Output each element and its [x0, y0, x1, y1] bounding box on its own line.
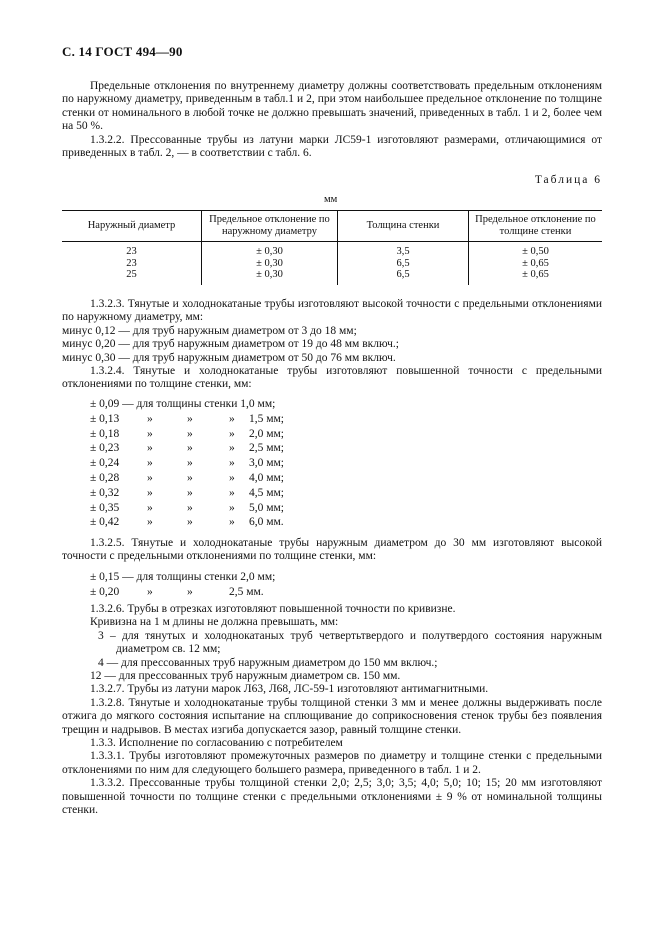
table-cell: 6,5 — [338, 258, 469, 270]
paragraph: 1.3.2.3. Тянутые и холоднокатаные трубы изготовляют высокой точности с предельными отклонениями по наружному диаметру, мм: — [62, 298, 602, 324]
paragraph: 1.3.2.5. Тянутые и холоднокатаные трубы наружным диаметром до 30 мм изготовляют высокой точности с предельными отклонениями по толщине стенки, мм: — [62, 537, 602, 563]
list-item: ± 0,20 » » 2,5 мм. — [90, 585, 264, 598]
paragraph: 1.3.3.1. Трубы изготовляют промежуточных размеров по диаметру и толщине стенки с предельными отклонениями по ним для следующего большего размера, приведенного в табл. 1 и 2. — [62, 750, 602, 776]
table-cell: 23 — [126, 257, 137, 269]
list-item: минус 0,30 — для труб наружным диаметром от 50 до 76 мм включ. — [62, 351, 396, 364]
table-cell: ± 0,65 — [469, 269, 603, 285]
paragraph: 1.3.2.7. Трубы из латуни марок Л63, Л68, ЛС-59-1 изготовляют антимагнитными. — [90, 683, 489, 696]
thickness-list — [90, 397, 284, 530]
list-item: ± 0,42 » » » 6,0 мм. — [90, 516, 284, 529]
table-header: Наружный диаметр — [62, 211, 202, 242]
paragraph: 1.3.2.6. Трубы в отрезках изготовляют повышенной точности по кривизне. — [90, 603, 456, 615]
paragraph: Предельные отклонения по внутреннему диаметру должны соответствовать предельным отклонениям по наружному диаметру, приведенным в табл.1 и 2, при этом наибольшее предельное отклонение по толщине стенки от номинального в любой точке не должно превышать значений, приведенных в табл. 1 и 2, более чем на 50 %. — [62, 80, 602, 133]
page-header: С. 14 ГОСТ 494—90 — [62, 44, 183, 59]
paragraph: Кривизна на 1 м длины не должна превышать, мм: — [90, 616, 339, 629]
table-cell: ± 0,30 — [202, 269, 338, 285]
table-cell: 25 — [126, 269, 137, 280]
list-item: 4 — для прессованных труб наружным диаметром до 150 мм включ.; — [98, 656, 438, 669]
list-item: ± 0,24 » » » 3,0 мм; — [90, 457, 284, 470]
table-header: Предельное отклонение по наружному диаметру — [202, 211, 338, 242]
table-cell: ± 0,65 — [469, 258, 603, 270]
paragraph: 1.3.3. Исполнение по согласованию с потребителем — [90, 737, 343, 750]
table-header: Предельное отклонение по толщине стенки — [469, 211, 603, 242]
paragraph: 1.3.2.4. Тянутые и холоднокатаные трубы изготовляют повышенной точности с предельными отклонениями по толщине стенки, мм: — [62, 365, 602, 391]
paragraph: 1.3.2.2. Прессованные трубы из латуни марки ЛС59-1 изготовляют размерами, отличающимися от приведенных в табл. 2, — в соответствии с табл. 6. — [62, 133, 602, 160]
table-units: мм — [324, 194, 338, 205]
paragraph: 1.3.3.2. Прессованные трубы толщиной стенки 2,0; 2,5; 3,0; 3,5; 4,0; 5,0; 10; 15; 20 мм изготовляют повышенной точности по толщине стенки с предельными отклонениями ± 9 % от номинальной толщины стенки. — [62, 777, 602, 817]
list-item: ± 0,35 » » » 5,0 мм; — [90, 501, 284, 514]
table-cell: ± 0,50 — [469, 242, 603, 258]
list-item: минус 0,20 — для труб наружным диаметром от 19 до 48 мм включ.; — [62, 338, 399, 351]
table-cell: 3,5 — [338, 242, 469, 258]
table-6 — [62, 210, 602, 285]
table-cell: 23 — [126, 246, 137, 257]
list-item: минус 0,12 — для труб наружным диаметром от 3 до 18 мм; — [62, 324, 357, 337]
list-item: ± 0,32 » » » 4,5 мм; — [90, 486, 284, 499]
list-item: ± 0,13 » » » 1,5 мм; — [90, 412, 284, 425]
table-cell: ± 0,30 — [202, 258, 338, 270]
section-intro — [62, 80, 602, 160]
section-1-3-2-6 — [62, 603, 602, 818]
table-cell: ± 0,30 — [202, 242, 338, 258]
list-item: ± 0,09 — для толщины стенки 1,0 мм; — [90, 398, 276, 410]
list-item: ± 0,18 » » » 2,0 мм; — [90, 427, 284, 440]
table-cell: 6,5 — [338, 269, 469, 285]
paragraph: 1.3.2.8. Тянутые и холоднокатаные трубы толщиной стенки 3 мм и менее должны выдерживать после отжига до мягкого состояния испытание на сплющивание до соприкосновения стенок трубы без появления трещин и надрывов. В местах изгиба допускается зазор, равный толщине стенки. — [62, 696, 602, 736]
section-1-3-2-3 — [62, 298, 602, 392]
list-item: ± 0,28 » » » 4,0 мм; — [90, 471, 284, 484]
list-item: ± 0,23 » » » 2,5 мм; — [90, 442, 284, 455]
section-1-3-2-5 — [62, 537, 602, 564]
list-item: 12 — для прессованных труб наружным диаметром св. 150 мм. — [90, 670, 401, 683]
table-header: Толщина стенки — [338, 211, 469, 242]
list-item: ± 0,15 — для толщины стенки 2,0 мм; — [90, 571, 276, 583]
thickness-list-2 — [90, 570, 275, 600]
list-item: 3 – для тянутых и холоднокатаных труб четвертьтвердого и полутвердого состояния наружным диаметром св. 12 мм; — [98, 629, 602, 656]
table-title: Таблица 6 — [534, 174, 602, 186]
